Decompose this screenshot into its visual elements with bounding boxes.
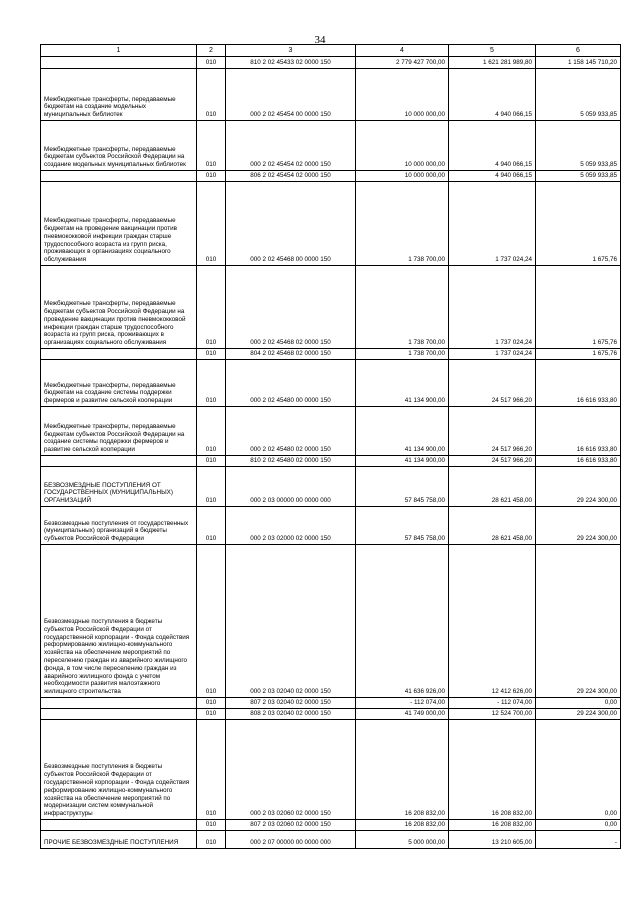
line-code-cell: 010: [197, 456, 226, 467]
description-cell: [41, 57, 197, 69]
line-code-cell: 010: [197, 831, 226, 849]
executed-amount-cell: 24 517 966,20: [449, 360, 536, 407]
table-row: [41, 507, 621, 545]
line-code-cell: 010: [197, 171, 226, 182]
table-row: [41, 182, 621, 266]
approved-amount-cell: 41 636 926,00: [356, 545, 449, 698]
table-row: [41, 57, 621, 69]
budget-code-cell: 804 2 02 45468 02 0000 150: [226, 349, 356, 360]
unexecuted-amount-cell: 1 158 145 710,20: [536, 57, 621, 69]
executed-amount-cell: 24 517 966,20: [449, 456, 536, 467]
table-row: [41, 266, 621, 349]
approved-amount-cell: 57 845 758,00: [356, 507, 449, 545]
line-code-cell: 010: [197, 507, 226, 545]
header-col-4: 4: [356, 45, 449, 57]
page-number: 34: [314, 34, 326, 46]
unexecuted-amount-cell: 0,00: [536, 720, 621, 820]
executed-amount-cell: 12 412 626,00: [449, 545, 536, 698]
executed-amount-cell: 1 737 024,24: [449, 182, 536, 266]
budget-code-cell: 808 2 03 02040 02 0000 150: [226, 709, 356, 720]
description-cell: [41, 698, 197, 709]
executed-amount-cell: 12 524 700,00: [449, 709, 536, 720]
approved-amount-cell: 1 738 700,00: [356, 266, 449, 349]
approved-amount-cell: 57 845 758,00: [356, 467, 449, 507]
unexecuted-amount-cell: 5 059 933,85: [536, 171, 621, 182]
table-row: [41, 545, 621, 698]
unexecuted-amount-cell: 1 675,76: [536, 182, 621, 266]
budget-code-cell: 000 2 03 00000 00 0000 000: [226, 467, 356, 507]
table-row: [41, 121, 621, 171]
executed-amount-cell: 28 621 458,00: [449, 507, 536, 545]
description-cell: Безвозмездные поступления в бюджеты субъектов Российской Федерации от государственной корпорации - Фонда содействия реформированию жилищно-коммунального хозяйства на обеспечение мероприятий по модернизации систем коммунальной инфраструктуры: [41, 720, 197, 820]
unexecuted-amount-cell: 1 675,76: [536, 349, 621, 360]
unexecuted-amount-cell: 5 059 933,85: [536, 121, 621, 171]
description-cell: [41, 820, 197, 831]
budget-table: [40, 44, 621, 849]
budget-code-cell: 810 2 02 45433 02 0000 150: [226, 57, 356, 69]
budget-code-cell: 000 2 03 02040 02 0000 150: [226, 545, 356, 698]
description-cell: ПРОЧИЕ БЕЗВОЗМЕЗДНЫЕ ПОСТУПЛЕНИЯ: [41, 831, 197, 849]
table-row: [41, 69, 621, 121]
unexecuted-amount-cell: -: [536, 831, 621, 849]
unexecuted-amount-cell: 29 224 300,00: [536, 507, 621, 545]
unexecuted-amount-cell: 5 059 933,85: [536, 69, 621, 121]
line-code-cell: 010: [197, 360, 226, 407]
executed-amount-cell: 16 208 832,00: [449, 820, 536, 831]
unexecuted-amount-cell: 29 224 300,00: [536, 709, 621, 720]
description-cell: Межбюджетные трансферты, передаваемые бюджетам на создание системы поддержки фермеров и развитие сельской кооперации: [41, 360, 197, 407]
budget-code-cell: 810 2 02 45480 02 0000 150: [226, 456, 356, 467]
unexecuted-amount-cell: 16 616 933,80: [536, 407, 621, 456]
unexecuted-amount-cell: 1 675,76: [536, 266, 621, 349]
table-row: [41, 407, 621, 456]
approved-amount-cell: 1 738 700,00: [356, 349, 449, 360]
unexecuted-amount-cell: 0,00: [536, 698, 621, 709]
approved-amount-cell: 10 000 000,00: [356, 171, 449, 182]
line-code-cell: 010: [197, 820, 226, 831]
line-code-cell: 010: [197, 182, 226, 266]
executed-amount-cell: 4 940 066,15: [449, 121, 536, 171]
budget-code-cell: 807 2 03 02060 02 0000 150: [226, 820, 356, 831]
table-row: [41, 456, 621, 467]
approved-amount-cell: 41 749 000,00: [356, 709, 449, 720]
approved-amount-cell: - 112 074,00: [356, 698, 449, 709]
description-cell: БЕЗВОЗМЕЗДНЫЕ ПОСТУПЛЕНИЯ ОТ ГОСУДАРСТВЕННЫХ (МУНИЦИПАЛЬНЫХ) ОРГАНИЗАЦИЙ: [41, 467, 197, 507]
budget-code-cell: 806 2 02 45454 02 0000 150: [226, 171, 356, 182]
approved-amount-cell: 1 738 700,00: [356, 182, 449, 266]
executed-amount-cell: 13 210 605,00: [449, 831, 536, 849]
line-code-cell: 010: [197, 57, 226, 69]
approved-amount-cell: 41 134 900,00: [356, 407, 449, 456]
approved-amount-cell: 5 000 000,00: [356, 831, 449, 849]
budget-code-cell: 000 2 02 45454 02 0000 150: [226, 121, 356, 171]
executed-amount-cell: 1 621 281 989,80: [449, 57, 536, 69]
line-code-cell: 010: [197, 349, 226, 360]
line-code-cell: 010: [197, 121, 226, 171]
unexecuted-amount-cell: 16 616 933,80: [536, 456, 621, 467]
line-code-cell: 010: [197, 698, 226, 709]
executed-amount-cell: 24 517 966,20: [449, 407, 536, 456]
unexecuted-amount-cell: 29 224 300,00: [536, 545, 621, 698]
description-cell: [41, 349, 197, 360]
header-col-5: 5: [449, 45, 536, 57]
description-cell: [41, 709, 197, 720]
approved-amount-cell: 10 000 000,00: [356, 69, 449, 121]
table-row: [41, 820, 621, 831]
table-row: [41, 349, 621, 360]
approved-amount-cell: 10 000 000,00: [356, 121, 449, 171]
approved-amount-cell: 41 134 900,00: [356, 360, 449, 407]
budget-code-cell: 000 2 03 02000 02 0000 150: [226, 507, 356, 545]
description-cell: [41, 456, 197, 467]
executed-amount-cell: - 112 074,00: [449, 698, 536, 709]
table-row: [41, 360, 621, 407]
line-code-cell: 010: [197, 69, 226, 121]
executed-amount-cell: 28 621 458,00: [449, 467, 536, 507]
executed-amount-cell: 1 737 024,24: [449, 349, 536, 360]
table-row: [41, 720, 621, 820]
executed-amount-cell: 16 208 832,00: [449, 720, 536, 820]
table-row: [41, 831, 621, 849]
budget-code-cell: 000 2 07 00000 00 0000 000: [226, 831, 356, 849]
budget-code-cell: 000 2 02 45468 02 0000 150: [226, 266, 356, 349]
table-row: [41, 467, 621, 507]
table-row: [41, 709, 621, 720]
line-code-cell: 010: [197, 720, 226, 820]
unexecuted-amount-cell: 29 224 300,00: [536, 467, 621, 507]
description-cell: Безвозмездные поступления в бюджеты субъектов Российской Федерации от государственной корпорации - Фонда содействия реформированию жилищно-коммунального хозяйства на обеспечение мероприятий по переселению граждан из аварийного жилищного фонда, в том числе переселению граждан из аварийного жилищного фонда с учетом необходимости развития малоэтажного жилищного строительства: [41, 545, 197, 698]
table-row: [41, 698, 621, 709]
line-code-cell: 010: [197, 407, 226, 456]
header-col-3: 3: [226, 45, 356, 57]
executed-amount-cell: 1 737 024,24: [449, 266, 536, 349]
description-cell: Межбюджетные трансферты, передаваемые бюджетам на создание модельных муниципальных библиотек: [41, 69, 197, 121]
approved-amount-cell: 16 208 832,00: [356, 820, 449, 831]
description-cell: Межбюджетные трансферты, передаваемые бюджетам субъектов Российской Федерации на создание системы поддержки фермеров и развитие сельской кооперации: [41, 407, 197, 456]
approved-amount-cell: 16 208 832,00: [356, 720, 449, 820]
line-code-cell: 010: [197, 545, 226, 698]
description-cell: Безвозмездные поступления от государственных (муниципальных) организаций в бюджеты субъектов Российской Федерации: [41, 507, 197, 545]
table-row: [41, 171, 621, 182]
header-col-2: 2: [197, 45, 226, 57]
budget-code-cell: 000 2 02 45454 00 0000 150: [226, 69, 356, 121]
header-col-6: 6: [536, 45, 621, 57]
approved-amount-cell: 2 779 427 700,00: [356, 57, 449, 69]
line-code-cell: 010: [197, 709, 226, 720]
executed-amount-cell: 4 940 066,15: [449, 171, 536, 182]
budget-code-cell: 000 2 02 45480 00 0000 150: [226, 360, 356, 407]
header-row: [41, 45, 621, 57]
executed-amount-cell: 4 940 066,15: [449, 69, 536, 121]
description-cell: [41, 171, 197, 182]
header-col-1: 1: [41, 45, 197, 57]
budget-code-cell: 000 2 02 45480 02 0000 150: [226, 407, 356, 456]
approved-amount-cell: 41 134 900,00: [356, 456, 449, 467]
unexecuted-amount-cell: 16 616 933,80: [536, 360, 621, 407]
unexecuted-amount-cell: 0,00: [536, 820, 621, 831]
description-cell: Межбюджетные трансферты, передаваемые бюджетам на проведение вакцинации против пневмококковой инфекции граждан старше трудоспособного возраста из групп риска, проживающих в организациях социального обслуживания: [41, 182, 197, 266]
description-cell: Межбюджетные трансферты, передаваемые бюджетам субъектов Российской Федерации на создание модельных муниципальных библиотек: [41, 121, 197, 171]
description-cell: Межбюджетные трансферты, передаваемые бюджетам субъектов Российской Федерации на проведение вакцинации против пневмококковой инфекции граждан старше трудоспособного возраста из групп риска, проживающих в организациях социального обслуживания: [41, 266, 197, 349]
budget-code-cell: 807 2 03 02040 02 0000 150: [226, 698, 356, 709]
budget-code-cell: 000 2 03 02060 02 0000 150: [226, 720, 356, 820]
budget-code-cell: 000 2 02 45468 00 0000 150: [226, 182, 356, 266]
line-code-cell: 010: [197, 266, 226, 349]
line-code-cell: 010: [197, 467, 226, 507]
